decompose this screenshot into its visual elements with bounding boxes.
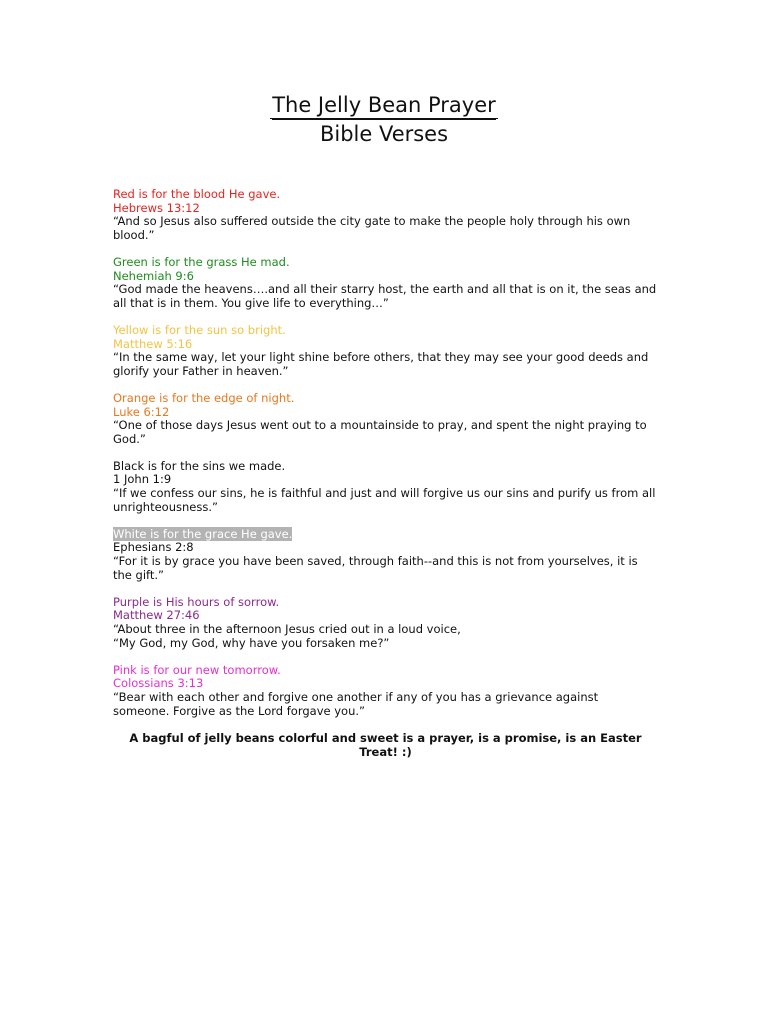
- page-subtitle: Bible Verses: [319, 122, 449, 146]
- verse-reference: Ephesians 2:8: [113, 540, 194, 555]
- verse-line: Red is for the blood He gave.: [113, 187, 281, 201]
- verse-reference: Colossians 3:13: [113, 676, 204, 691]
- page-title: The Jelly Bean Prayer: [272, 93, 496, 117]
- verse-red: [113, 188, 658, 242]
- verse-reference: Hebrews 13:12: [113, 200, 200, 215]
- verse-pink: [113, 664, 658, 718]
- verse-quote: “And so Jesus also suffered outside the city gate to make the people holy through his own blood.”: [113, 214, 631, 242]
- verse-reference: Nehemiah 9:6: [113, 268, 194, 283]
- verse-quote: “About three in the afternoon Jesus cried out in a loud voice, “My God, my God, why have you forsaken me?”: [113, 622, 461, 650]
- verse-white: [113, 528, 658, 582]
- verse-quote: “God made the heavens….and all their starry host, the earth and all that is on it, the seas and all that is in them. You give life to everything…”: [113, 282, 657, 310]
- verse-line: Black is for the sins we made.: [113, 458, 286, 473]
- verses-list: [113, 188, 658, 732]
- title-block: [0, 92, 768, 147]
- verse-line: Pink is for our new tomorrow.: [113, 662, 281, 677]
- verse-line: Green is for the grass He mad.: [113, 254, 290, 269]
- verse-orange: [113, 392, 658, 446]
- verse-line: Purple is His hours of sorrow.: [113, 594, 280, 609]
- verse-reference: Matthew 27:46: [113, 608, 200, 623]
- verse-yellow: [113, 324, 658, 378]
- verse-quote: “For it is by grace you have been saved, through faith--and this is not from yourselves, it is the gift.”: [113, 554, 638, 582]
- verse-quote: “If we confess our sins, he is faithful and just and will forgive us our sins and purify us from all unrighteousness.”: [113, 486, 656, 514]
- verse-black: [113, 460, 658, 514]
- verse-line: Orange is for the edge of night.: [113, 390, 295, 405]
- closing-line: A bagful of jelly beans colorful and sweet is a prayer, is a promise, is an Easter Treat! :): [129, 731, 642, 759]
- verse-line: White is for the grace He gave.: [113, 526, 293, 541]
- verse-purple: [113, 596, 658, 650]
- verse-line: Yellow is for the sun so bright.: [113, 322, 286, 337]
- verse-quote: “One of those days Jesus went out to a mountainside to pray, and spent the night praying to God.”: [113, 418, 647, 446]
- verse-quote: “In the same way, let your light shine before others, that they may see your good deeds and glorify your Father in heaven.”: [113, 350, 649, 378]
- verse-reference: Luke 6:12: [113, 404, 170, 419]
- verse-quote: “Bear with each other and forgive one another if any of you has a grievance against someone. Forgive as the Lord forgave you.”: [113, 689, 599, 718]
- verse-reference: Matthew 5:16: [113, 336, 193, 351]
- verse-reference: 1 John 1:9: [113, 472, 172, 487]
- verse-green: [113, 256, 658, 310]
